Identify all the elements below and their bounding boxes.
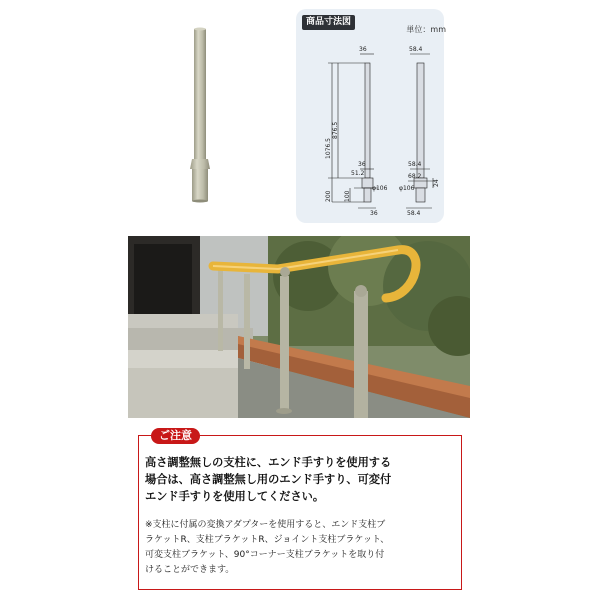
- caution-note-line: 可変支柱ブラケット、90°コーナー支柱ブラケットを取り付: [145, 550, 385, 560]
- dim-flange-right: 68.2: [408, 173, 422, 180]
- caution-main-line: エンド手すりを使用してください。: [145, 490, 325, 503]
- dim-side-small: 24: [433, 179, 440, 187]
- dim-flange-left: 51.2: [351, 170, 365, 177]
- dim-phi-right: φ106: [399, 185, 415, 192]
- unit-label: 単位：mm: [406, 25, 446, 34]
- caution-note-line: けることができます。: [145, 565, 235, 575]
- caution-box: [138, 429, 462, 590]
- installation-photo: [128, 236, 470, 418]
- caution-note-line: ラケットR、支柱ブラケットR、ジョイント支柱ブラケット、: [145, 535, 390, 545]
- caution-note-line: ※支柱に付属の変換アダプターを使用すると、エンド支柱ブ: [145, 520, 386, 530]
- dim-phi-left: φ106: [372, 185, 388, 192]
- dimension-drawing-panel: [296, 9, 444, 223]
- photo-scene: [128, 236, 470, 418]
- post-image: [175, 25, 225, 205]
- caution-main-text: [145, 454, 457, 505]
- post-illustration: [175, 25, 225, 205]
- caution-main-line: 高さ調整無しの支柱に、エンド手すりを使用する: [145, 456, 392, 469]
- dimension-drawing: [296, 9, 444, 223]
- dim-total-height: 1076.5: [325, 138, 332, 159]
- dim-upper-height: 876.5: [332, 121, 339, 139]
- dim-bottom-width-right: 58.4: [407, 210, 421, 217]
- dim-mid-width-left: 36: [358, 161, 366, 168]
- dim-bottom-height: 200: [325, 190, 332, 202]
- caution-tag: ご注意: [151, 428, 200, 444]
- dim-top-width-right: 58.4: [409, 46, 423, 53]
- dimension-tag: 商品寸法図: [302, 15, 355, 30]
- caution-main-line: 場合は、高さ調整無し用のエンド手すり、可変付: [145, 473, 392, 486]
- dim-bottom-width-left: 36: [370, 210, 378, 217]
- dim-base-height: 100: [344, 190, 351, 202]
- dim-mid-width-right: 58.4: [408, 161, 422, 168]
- caution-note-text: [145, 518, 459, 578]
- dim-top-width-left: 36: [359, 46, 367, 53]
